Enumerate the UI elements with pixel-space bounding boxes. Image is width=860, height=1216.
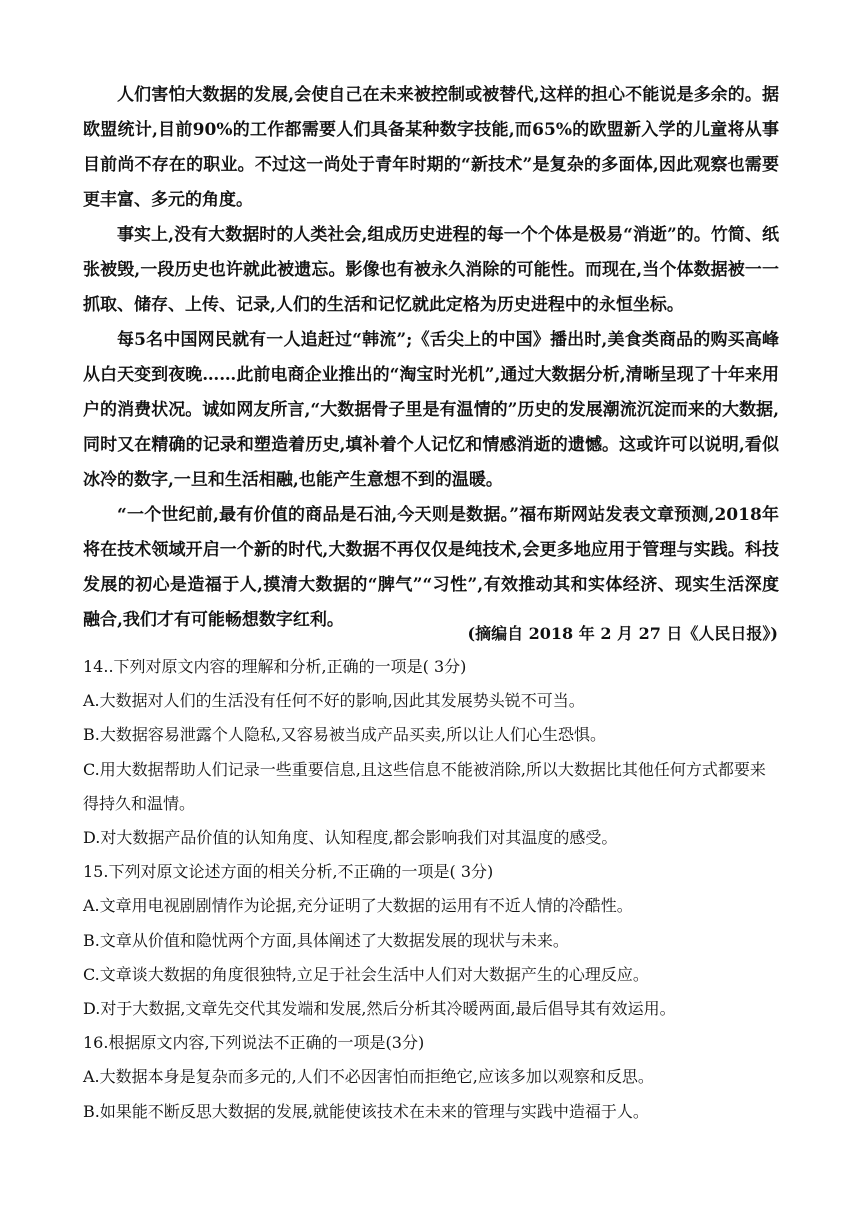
option-d: D.对于大数据,文章先交代其发端和发展,然后分析其冷暖两面,最后倡导其有效运用。 [83,999,676,1019]
question-15 [83,855,779,1026]
option-c: C.用大数据帮助人们记录一些重要信息,且这些信息不能被消除,所以大数据比其他任何方式都要来得持久和温情。 [83,759,766,813]
passage-paragraph: 事实上,没有大数据时的人类社会,组成历史进程的每一个个体是极易“消逝”的。竹简、纸张被毁,一段历史也许就此被遗忘。影像也有被永久消除的可能性。而现在,当个体数据被一一抓取、储存、上传、记录,人们的生活和记忆就此定格为历史进程中的永恒坐标。 [83,225,779,315]
passage-paragraph: 人们害怕大数据的发展,会使自己在未来被控制或被替代,这样的担心不能说是多余的。据欧盟统计,目前90%的工作都需要人们具备某种数字技能,而65%的欧盟新入学的儿童将从事目前尚不存在的职业。不过这一尚处于青年时期的“新技术”是复杂的多面体,因此观察也需要更丰富、多元的角度。 [83,85,779,210]
option-b: B.大数据容易泄露个人隐私,又容易被当成产品买卖,所以让人们心生恐惧。 [83,725,607,745]
option-d: D.对大数据产品价值的认知角度、认知程度,都会影响我们对其温度的感受。 [83,828,618,848]
question-16 [83,1026,779,1129]
question-14 [83,650,779,855]
question-stem: 14..下列对原文内容的理解和分析,正确的一项是( 3分) [83,657,467,676]
source-citation: (摘编自 2018 年 2 月 27 日《人民日报》) [467,624,778,643]
option-c: C.文章谈大数据的角度很独特,立足于社会生活中人们对大数据产生的心理反应。 [83,964,649,984]
passage-paragraph: “一个世纪前,最有价值的商品是石油,今天则是数据。”福布斯网站发表文章预测,2018年将在技术领域开启一个新的时代,大数据不再仅仅是纯技术,会更多地应用于管理与实践。科技发展的初心是造福于人,摸清大数据的“脾气”“习性”,有效推动其和实体经济、现实生活深度融合,我们才有可能畅想数字红利。 [83,505,779,630]
reading-passage [83,78,779,638]
option-b: B.如果能不断反思大数据的发展,就能使该技术在未来的管理与实践中造福于人。 [83,1101,649,1121]
option-a: A.文章用电视剧剧情作为论据,充分证明了大数据的运用有不近人情的冷酷性。 [83,896,633,916]
question-list [83,650,779,1129]
option-a: A.大数据对人们的生活没有任何不好的影响,因此其发展势头锐不可当。 [83,691,585,711]
option-b: B.文章从价值和隐忧两个方面,具体阐述了大数据发展的现状与未来。 [83,930,569,950]
question-stem: 15.下列对原文论述方面的相关分析,不正确的一项是( 3分) [83,862,494,882]
passage-paragraph: 每5名中国网民就有一人追赶过“韩流”;《舌尖上的中国》播出时,美食类商品的购买高峰从白天变到夜晚……此前电商企业推出的“淘宝时光机”,通过大数据分析,清晰呈现了十年来用户的消费状况。诚如网友所言,“大数据骨子里是有温情的”历史的发展潮流沉淀而来的大数据,同时又在精确的记录和塑造着历史,填补着个人记忆和情感消逝的遗憾。这或许可以说明,看似冰冷的数字,一旦和生活相融,也能产生意想不到的温暖。 [83,330,779,490]
question-stem: 16.根据原文内容,下列说法不正确的一项是(3分) [83,1033,425,1053]
option-a: A.大数据本身是复杂而多元的,人们不必因害怕而拒绝它,应该多加以观察和反思。 [83,1067,654,1087]
